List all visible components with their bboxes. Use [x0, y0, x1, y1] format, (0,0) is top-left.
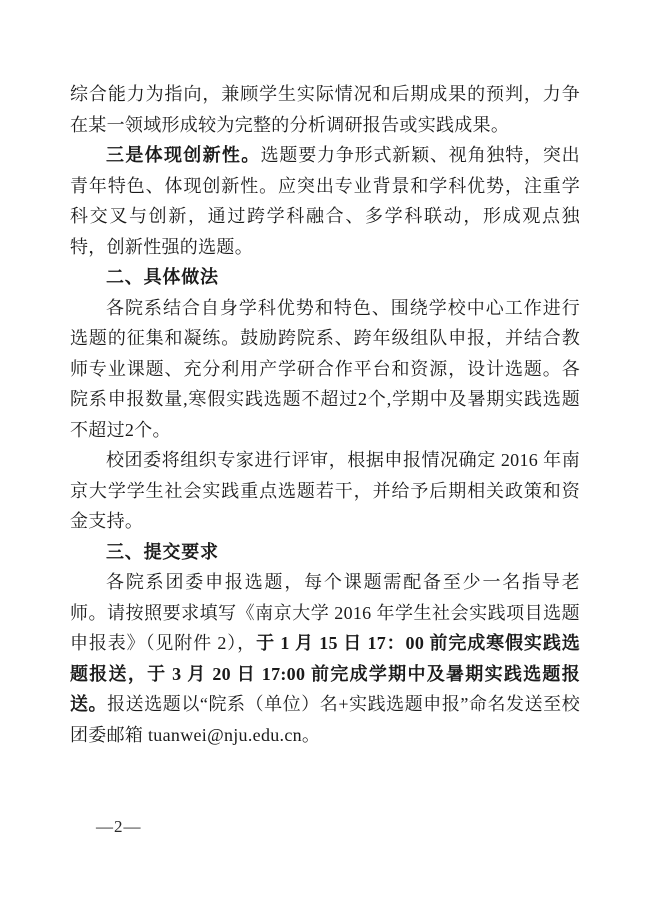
paragraph — [70, 140, 580, 262]
text-run: 各院系团委申报选题，每个课题需配备至少一名指导老师。请按照要求填写《南京大学 2016 年学生社会实践项目选题申报表》（见附件 2）， — [70, 572, 580, 653]
text-run: 三是体现创新性。 — [106, 145, 261, 165]
text-run: 综合能力为指向，兼顾学生实际情况和后期成果的预判，力争在某一领域形成较为完整的分析调研报告或实践成果。 — [70, 84, 580, 135]
section-heading — [70, 262, 580, 293]
section-heading — [70, 537, 580, 568]
text-run: 校团委将组织专家进行评审，根据申报情况确定 2016 年南京大学学生社会实践重点选题若干，并给予后期相关政策和资金支持。 — [70, 450, 580, 531]
text-run: 选题要力争形式新颖、视角独特，突出青年特色、体现创新性。应突出专业背景和学科优势，注重学科交叉与创新，通过跨学科融合、多学科联动，形成观点独特，创新性强的选题。 — [70, 145, 580, 257]
paragraph — [70, 293, 580, 446]
text-run: 报送选题以“院系（单位）名+实践选题申报”命名发送至校团委邮箱 tuanwei@nju.edu.cn。 — [70, 694, 580, 745]
text-run: 二、具体做法 — [106, 267, 219, 287]
paragraph — [70, 445, 580, 537]
page-number: —2— — [96, 817, 142, 836]
paragraph — [70, 567, 580, 750]
text-run: 三、提交要求 — [106, 541, 219, 562]
text-run: 于 1 月 15 日 17：00 前完成寒假实践选题报送，于 3 月 20 日 17:00 前完成学期中及暑期实践选题报送。 — [70, 633, 580, 714]
paragraph — [70, 79, 580, 140]
document-body — [70, 79, 580, 750]
text-run: 各院系结合自身学科优势和特色、围绕学校中心工作进行选题的征集和凝练。鼓励跨院系、跨年级组队申报，并结合教师专业课题、充分利用产学研合作平台和资源，设计选题。各院系申报数量,寒假实践选题不超过2个,学期中及暑期实践选题不超过2个。 — [70, 297, 580, 440]
